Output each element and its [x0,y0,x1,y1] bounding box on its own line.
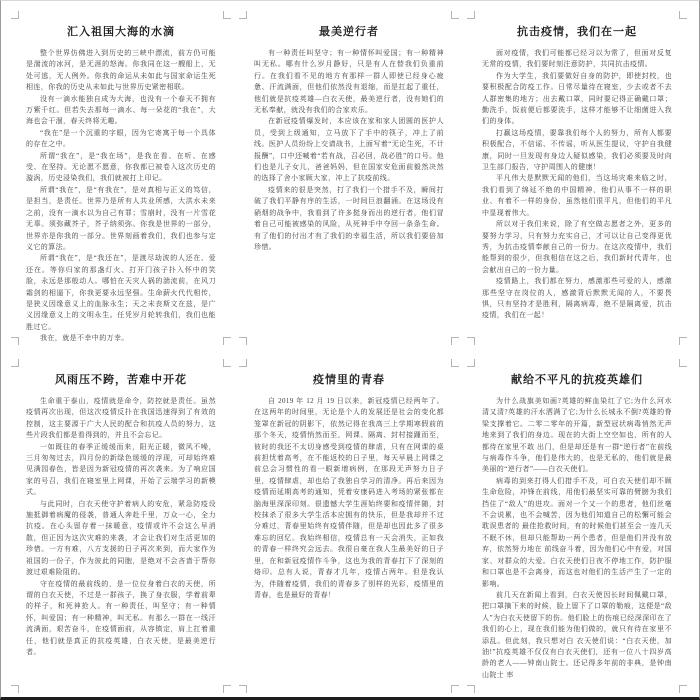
paragraph: 生命重于泰山，疫情就是命令，防控就是责任。虽然疫情再次出现，但这次疫情反扑在我国迅速得到了有效的控制，这主要源于广大人民的配合和抗疫人员的努力，这些片段我们都是看得到的，并且不会忘记。 [26,397,216,440]
page-body [26,48,216,345]
crop-mark [451,337,459,345]
paragraph: 平凡伟大是默默无闻的他们，当这场灾难来临之时，我们看到了绵延不绝的中国精神，他们从事不一样的职业、有着不一样的身份，虽然他们很平凡，但他们的平凡中显现着伟大。 [482,174,672,217]
crop-mark [223,685,231,693]
paragraph: 前几天在新闻上看到，白衣天使因长时间佩戴口罩，把口罩摘下来的时候，脸上留下了口罩的勒痕，这便是“敌人”为白衣天使留下的伤。他们脸上的伤痕已经深深印在了我们的心上，现在我们能为他们做的，就只有待在家里不添乱。但此刻，我只想对白 衣天使们说：“白衣天使，加油!”抗疫英雄不仅仅有白衣天使们，还有一位八十四岁高龄的老人——钟南山院士。还记得多年前的非典，是钟南山院士 率 [482,590,672,679]
crop-mark [451,359,459,367]
crop-mark [239,11,247,19]
crop-mark [223,337,231,345]
paragraph: 为什么战旗美如画?英雄的鲜血染红了它;为什么河水清又清?英雄的汗水洒满了它;为什么长城永不倒?英雄的脊梁支撑着它。二零二零年的开篇，新型冠状病毒悄然无声地来到了我们的身边。现在的大街上空空如也，所有的人都待在家里不敢 出门，但是却还是有一群“逆行者”在前线与病毒作斗争，他们是伟大的，也是无私的，他们就是最美丽的“逆行者”——白衣天使们。 [482,397,672,474]
crop-mark [239,685,247,693]
crop-mark [11,359,19,367]
crop-mark [451,685,459,693]
crop-mark [239,337,247,345]
document-page-4[interactable] [11,359,231,693]
paragraph: 病毒的到来打得人们措手不及，可白衣天使们却不顾生命危险，冲锋在前线，用他们最坚实可靠的臂膀为我们挡住了“敌人”的进攻。面对一个又一个的患者，他们丝毫不会说累，也不会喊苦，因为他们知道自己的松懈可能会耽误患者的 最佳抢救时间，有的时候他们甚至会一连几天不眠不休，但却只能帮助一两个患者，但是他们并没有放弃，依然努力地在 前线奋斗着，因为他们心中有爱，对国家、对群众的大爱。白衣天使们日夜不停地工作，防护服和口罩也是不会离身，而这也对他们的生活产生了一定的影响。 [482,476,672,588]
page-title: 疫情里的青春 [313,374,385,386]
crop-mark [467,359,475,367]
crop-mark [239,359,247,367]
paragraph: 所谓“我在”，是“有我在”，是对真相与正义的笃信，是担当，是责任。世界乃是所有人共业所感，大洪水未来之前，没有一滴水以为自己有罪；雪崩时，没有一片雪花无辜。须弥藏芥子，芥子纳须弥。你我是世界的一部分，世界亦是你我的一部分。世界刻画着我们，我们也参与定义它的算法。 [26,185,216,251]
crop-mark [679,11,687,19]
paragraph: 没有一滴水能独自成为大海，也没有一个春天不拥有万紫千红。但若失去那每一滴水、每一朵花的“我在”，大海也会干涸，春天终将无趣。 [26,94,216,126]
page-title: 献给不平凡的抗疫英雄们 [511,374,643,386]
pages-grid [11,11,691,697]
paragraph: 打赢这场疫情，要靠我们每个人的努力，所有人都要积极配合，不信谣、不传谣，听从医生提议，守护自我健康，同时一旦发现有身边人疑似感染，我们必须要及时向卫生部门报告，守护周围人的健康！ [482,128,672,172]
crop-mark [467,11,475,19]
crop-mark [467,337,475,345]
paragraph: 面对疫情，我们可能都已经习以为常了，但面对反复无常的疫情，我们要时刻注意防护，共同抗击疫情。 [482,49,672,69]
page-body [482,396,672,681]
crop-mark [451,11,459,19]
paragraph: 整个世界仿佛进入到历史的三峡中漂流，前方仍可能是湍流的冰河，是无涯的怒海。你我同在这一艘船上，无处可逃，无人例外。你我的命运从未如此与国家命运生死相连，你我的历史从未如此与世界历史紧密相联。 [26,49,216,92]
crop-mark [11,685,19,693]
crop-mark [467,685,475,693]
document-page-6[interactable] [467,359,687,693]
crop-mark [11,11,19,19]
document-page-3[interactable] [467,11,687,345]
paragraph: 在新冠疫情爆发时，本应该在家和家人团圆的医护人员，受到上级通知，立马放下了手中的筷子，冲上了前线。医护人员纷纷上交请战书，上面写着“无论生死，不计报酬”，口中还喊着“若有战，召必回，战必胜”的口号。他们也是儿子女儿，爸爸妈妈，但在国家安危面前毅然决然的选择了舍小家顾大家，冲上了抗疫前线。 [254,117,444,183]
page-body [254,48,444,253]
crop-mark [679,337,687,345]
crop-mark [223,359,231,367]
paragraph: 一如既往的春季正缓缓而来，阳光正暖，微风不噪，三月匆匆过去，四月份的新绿色缓缓的浮现，可却始终难见满园春色，皆是因为新冠疫情的再次袭来。为了响应国家的号召，我们在寝室里上网课，开始了云端学习的新模式。 [26,442,216,497]
paragraph: 疫情路上，我们都在努力，感激那些可爱的人，感激那些坚守在岗位的人，感激背后默默无闻的人，不要畏惧，只有坚持才是胜利，隔离病毒，绝不是隔离爱，抗击疫情，我们在一起！ [482,277,672,320]
paragraph: 有一种责任叫坚守；有一种情怀叫爱国；有一种精神叫无私。哪有什么岁月静好，只是有人在替我们负重前行。在我们看不见的地方有那样一群人即使已经身心疲惫、汗流满面，但他们依然没有退缩，而是扛起了重任，他们就是抗疫英雄—白衣天使，最美逆行者，没有她们的无私奉献，就没有我们的合家欢乐。 [254,49,444,115]
page-title: 风雨压不跨，苦难中开花 [55,374,187,386]
paragraph: 所以对于我们来说，除了有空做志愿者之外，更多的要努力学习，只有努力充实自己，才可以让自己变得更优秀，为抗击疫情奉献自己的一份力。在这次疫情中，我们能帮到的很少，但我相信在这之后，我们新时代青年，也会献出自己的一份力量。 [482,220,672,274]
document-page-5[interactable] [239,359,459,693]
page-title: 汇入祖国大海的水滴 [67,26,175,38]
document-page-1[interactable] [11,11,231,345]
page-title: 抗击疫情，我们在一起 [517,26,637,38]
crop-mark [679,685,687,693]
paragraph: 我在，就是不幸中的万幸。 [40,334,129,343]
page-body [482,48,672,322]
paragraph: 疫情来的很是突然，打了我们一个措手不及，瞬间打破了我们平静有序的生活，一时间巨浪翻涌。在这场没有硝烟的战争中，我看到了许多挺身而出的逆行者，他们冒着自己可能被感染的风险，从死神手中夺回一条条生命。有了他们的付出才有了我们的幸福生活，所以我们要倍加珍惜。 [254,185,444,251]
paragraph: 自 2019 年 12 月 19 日以来，新冠疫情已经两年了。在这两年的时间里，无论是个人的发展还是社会的变化都笼罩在新冠的阴影下，依然记得在我高三上学期寒假前的那个冬天，疫情悄然而至，网课、隔离、封村接踵而至，彼时的我还不太切身感受到疫情的肆虐，只有在网课的桌前担忧着高考，在不能返校的日子里，每天早晨上网课之前总会习惯性的看一眼新增病例，在那段无声努力日子里，疫情肆虐，却也给了我独自学习的清净。再后来因为疫情而延期高考的通知，凭着安康码进入考场的紧张都在脑海里深深印刻。很遗憾大学生涯始终要和疫情伴随，封校抹杀了很多大学生活本应拥有的快乐，但是我却并不过分难过，青春里始终有疫情伴随，但是却也因此多了很多难忘的回忆。我始终相信，疫情总有一天会消失，正如我的青春一样终究会远去。我很自豪在我人生最美好的日子里，在和新冠疫情作斗争，这也为我的青春打下了深刻的烙印。总有人说，青春才几年，疫情占两年。但是我认为，伴随着疫情，我们的青春多了别样的光彩，疫情里的青春，也是最好的青春！ [254,397,444,599]
paragraph: 所谓“我在”，是“我在场”，是我在看、在听、在感受、在坚持。无论愿不愿意，你我都已被卷入这次历史的漩涡，历史浸染我们，我们就被打上印记。 [26,151,216,183]
page-body [26,396,216,658]
page-body [254,396,444,601]
paragraph: 与此同时，白衣天使守护着病人的安危，紧急防疫设施抵御着病魔的侵袭，普通人奔赴千里，万众一心，全力抗疫。在心头留存着一抹暖意，疫情或许不会这么早消散，但正因为这次灾难的来袭，才会让我们对生活更加的珍惜。一方有难，八方支援的日子再次来到，而大家作为祖国的一份子，作为彼此的同胞，是绝对不会吝啬于帮你渡过艰难险阻的。 [26,499,216,577]
crop-mark [679,359,687,367]
document-page-2[interactable] [239,11,459,345]
crop-mark [223,11,231,19]
crop-mark [11,337,19,345]
paragraph: 守在疫情的最前线的，是一位位身着白衣的天使，所谓的白衣天使，不过是一群孩子，换了身衣服，学着前辈的样子，和死神抢人。有一种责任，叫坚守；有一种情怀，叫爱国；有一种精神，叫无私。有那么一群在一线汗流满面，艰苦奋斗，在疫情面前，从容镇定，肩上扛着重任，他们就是真正的抗疫英雄，白衣天使，是最美逆行者。 [26,579,216,656]
page-title: 最美逆行者 [319,26,379,38]
paragraph: 所谓“我在”，是“我还在”，是渡尽劫波的人还在、爱还在。等你归家的那盏灯火、打开门孩子扑入怀中的笑脸，永远是那般动人。哪怕在天灾人祸的湍流前，在风刀霜剑的相逼下，你我更要永远坚强。生命薪火代代相传，是狭义因缘意义上的血脉永生；天之未丧斯文在兹，是广义因缘意义上的文明永生。任凭岁月轮转我们，我们也能胜过它。 [26,254,216,331]
paragraph: “我在”是一个沉重的字眼，因为它寄寓于每一个具体的存在之中。 [26,128,216,149]
paragraph: 作为大学生，我们要做好自身的防护，即使封校，也要积极配合防疫工作。日常尽量待在寝室，少去或者不去人群密集的地方；出去戴口罩，同时要记得正确戴口罩；勤洗手，饭前便后都要洗手，这样才能够不让细菌进入我们的身体。 [482,71,672,126]
